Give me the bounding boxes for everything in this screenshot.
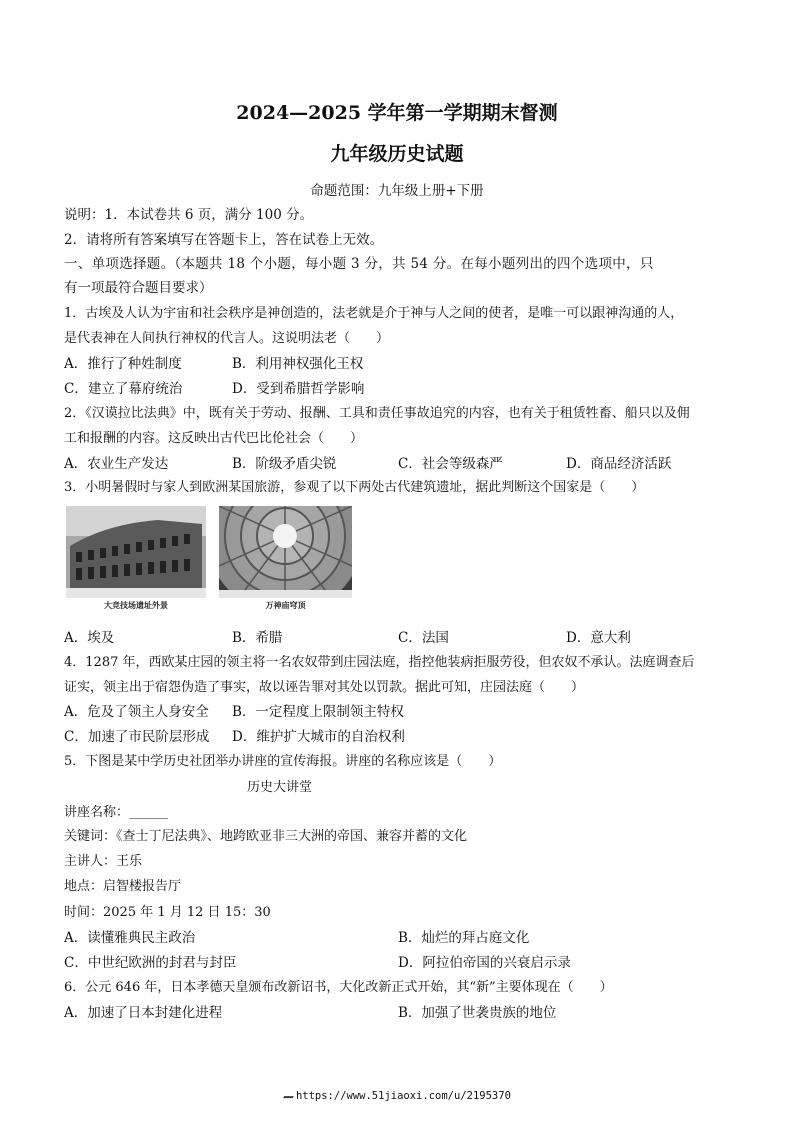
poster-speaker: 主讲人：王乐	[64, 854, 143, 869]
q2-option-a: A．农业生产发达	[64, 456, 169, 472]
poster-title: 历史大讲堂	[247, 780, 313, 795]
q4-option-c: C．加速了市民阶层形成	[64, 729, 210, 745]
q1-stem-line-2: 是代表神在人间执行神权的代言人。这说明法老（ ）	[64, 331, 390, 346]
colosseum-caption: 大竞技场遗址外景	[104, 600, 168, 610]
q5-option-c: C．中世纪欧洲的封君与封臣	[64, 955, 237, 971]
q5-option-d: D．阿拉伯帝国的兴衰启示录	[398, 955, 571, 971]
notes-line-1: 说明：1．本试卷共 6 页，满分 100 分。	[64, 207, 314, 223]
pantheon-dome-photo	[219, 506, 352, 598]
q3-option-a: A．埃及	[64, 630, 115, 646]
exam-subtitle: 九年级历史试题	[330, 143, 464, 165]
poster-location: 地点：启智楼报告厅	[64, 879, 182, 894]
q4-option-d: D．维护扩大城市的自治权利	[232, 729, 405, 745]
q4-option-b: B．一定程度上限制领主特权	[232, 704, 404, 720]
q4-stem-line-2: 证实，领主出于宿怨伪造了事实，故以诬告罪对其处以罚款。据此可知，庄园法庭（ ）	[64, 680, 585, 695]
q5-option-b: B．灿烂的拜占庭文化	[398, 930, 530, 946]
q1-option-b: B．利用神权强化王权	[232, 356, 364, 372]
q6-option-b: B．加强了世袭贵族的地位	[398, 1005, 557, 1021]
section-heading-line-2: 有一项最符合题目要求）	[64, 280, 213, 296]
q3-stem-line-1: 3．小明暑假时与家人到欧洲某国旅游，参观了以下两处古代建筑遗址，据此判断这个国家是（ ）	[64, 480, 645, 495]
q5-stem-line-1: 5．下图是某中学历史社团举办讲座的宣传海报。讲座的名称应该是（ ）	[64, 754, 502, 769]
q3-option-b: B．希腊	[232, 630, 283, 646]
poster-keywords: 关键词：《查士丁尼法典》、地跨欧亚非三大洲的帝国、兼容并蓄的文化	[64, 829, 468, 844]
notes-line-2: 2．请将所有答案填写在答题卡上，答在试卷上无效。	[64, 232, 384, 248]
pantheon-caption: 万神庙穹顶	[265, 600, 306, 610]
colosseum-photo	[66, 506, 206, 598]
q2-stem-line-1: 2．《汉谟拉比法典》中，既有关于劳动、报酬、工具和责任事故追究的内容，也有关于租赁牲畜、船只以及佣	[64, 406, 690, 421]
q1-stem-line-1: 1．古埃及人认为宇宙和社会秩序是神创造的，法老就是介于神与人之间的使者，是唯一可以跟神沟通的人，	[64, 306, 684, 321]
poster-lecture-name: 讲座名称：______	[64, 805, 169, 820]
footer-watermark-url	[0, 1090, 794, 1102]
q2-option-d: D．商品经济活跃	[566, 456, 672, 472]
q6-option-a: A．加速了日本封建化进程	[64, 1005, 223, 1021]
q2-stem-line-2: 工和报酬的内容。这反映出古代巴比伦社会（ ）	[64, 431, 364, 446]
q1-option-a: A．推行了种姓制度	[64, 356, 182, 372]
section-heading-line-1: 一、单项选择题。（本题共 18 个小题，每小题 3 分，共 54 分。在每小题列出的四个选项中，只	[64, 256, 654, 272]
q2-option-c: C．社会等级森严	[398, 456, 503, 472]
q4-option-a: A．危及了领主人身安全	[64, 704, 209, 720]
exam-title: 2024—2025 学年第一学期期末督测	[236, 102, 558, 124]
q2-option-b: B．阶级矛盾尖锐	[232, 456, 337, 472]
footer-url[interactable]: https://www.51jiaoxi.com/u/2195370	[295, 1090, 511, 1102]
q1-option-c: C．建立了幕府统治	[64, 381, 183, 397]
watermark-logo-icon: ▰▰▰	[283, 1093, 296, 1101]
q4-stem-line-1: 4．1287 年，西欧某庄园的领主将一名农奴带到庄园法庭，指控他装病拒服劳役，但农奴不承认。法庭调查后	[64, 655, 695, 670]
q5-option-a: A．读懂雅典民主政治	[64, 930, 196, 946]
q1-option-d: D．受到希腊哲学影响	[232, 381, 365, 397]
poster-time: 时间：2025 年 1 月 12 日 15：30	[64, 905, 271, 920]
q3-option-c: C．法国	[398, 630, 449, 646]
exam-scope: 命题范围：九年级上册+下册	[310, 183, 484, 199]
q6-stem-line-1: 6．公元 646 年，日本孝德天皇颁布改新诏书，大化改新正式开始，其“新”主要体现在（ ）	[64, 980, 613, 995]
q3-option-d: D．意大利	[566, 630, 631, 646]
